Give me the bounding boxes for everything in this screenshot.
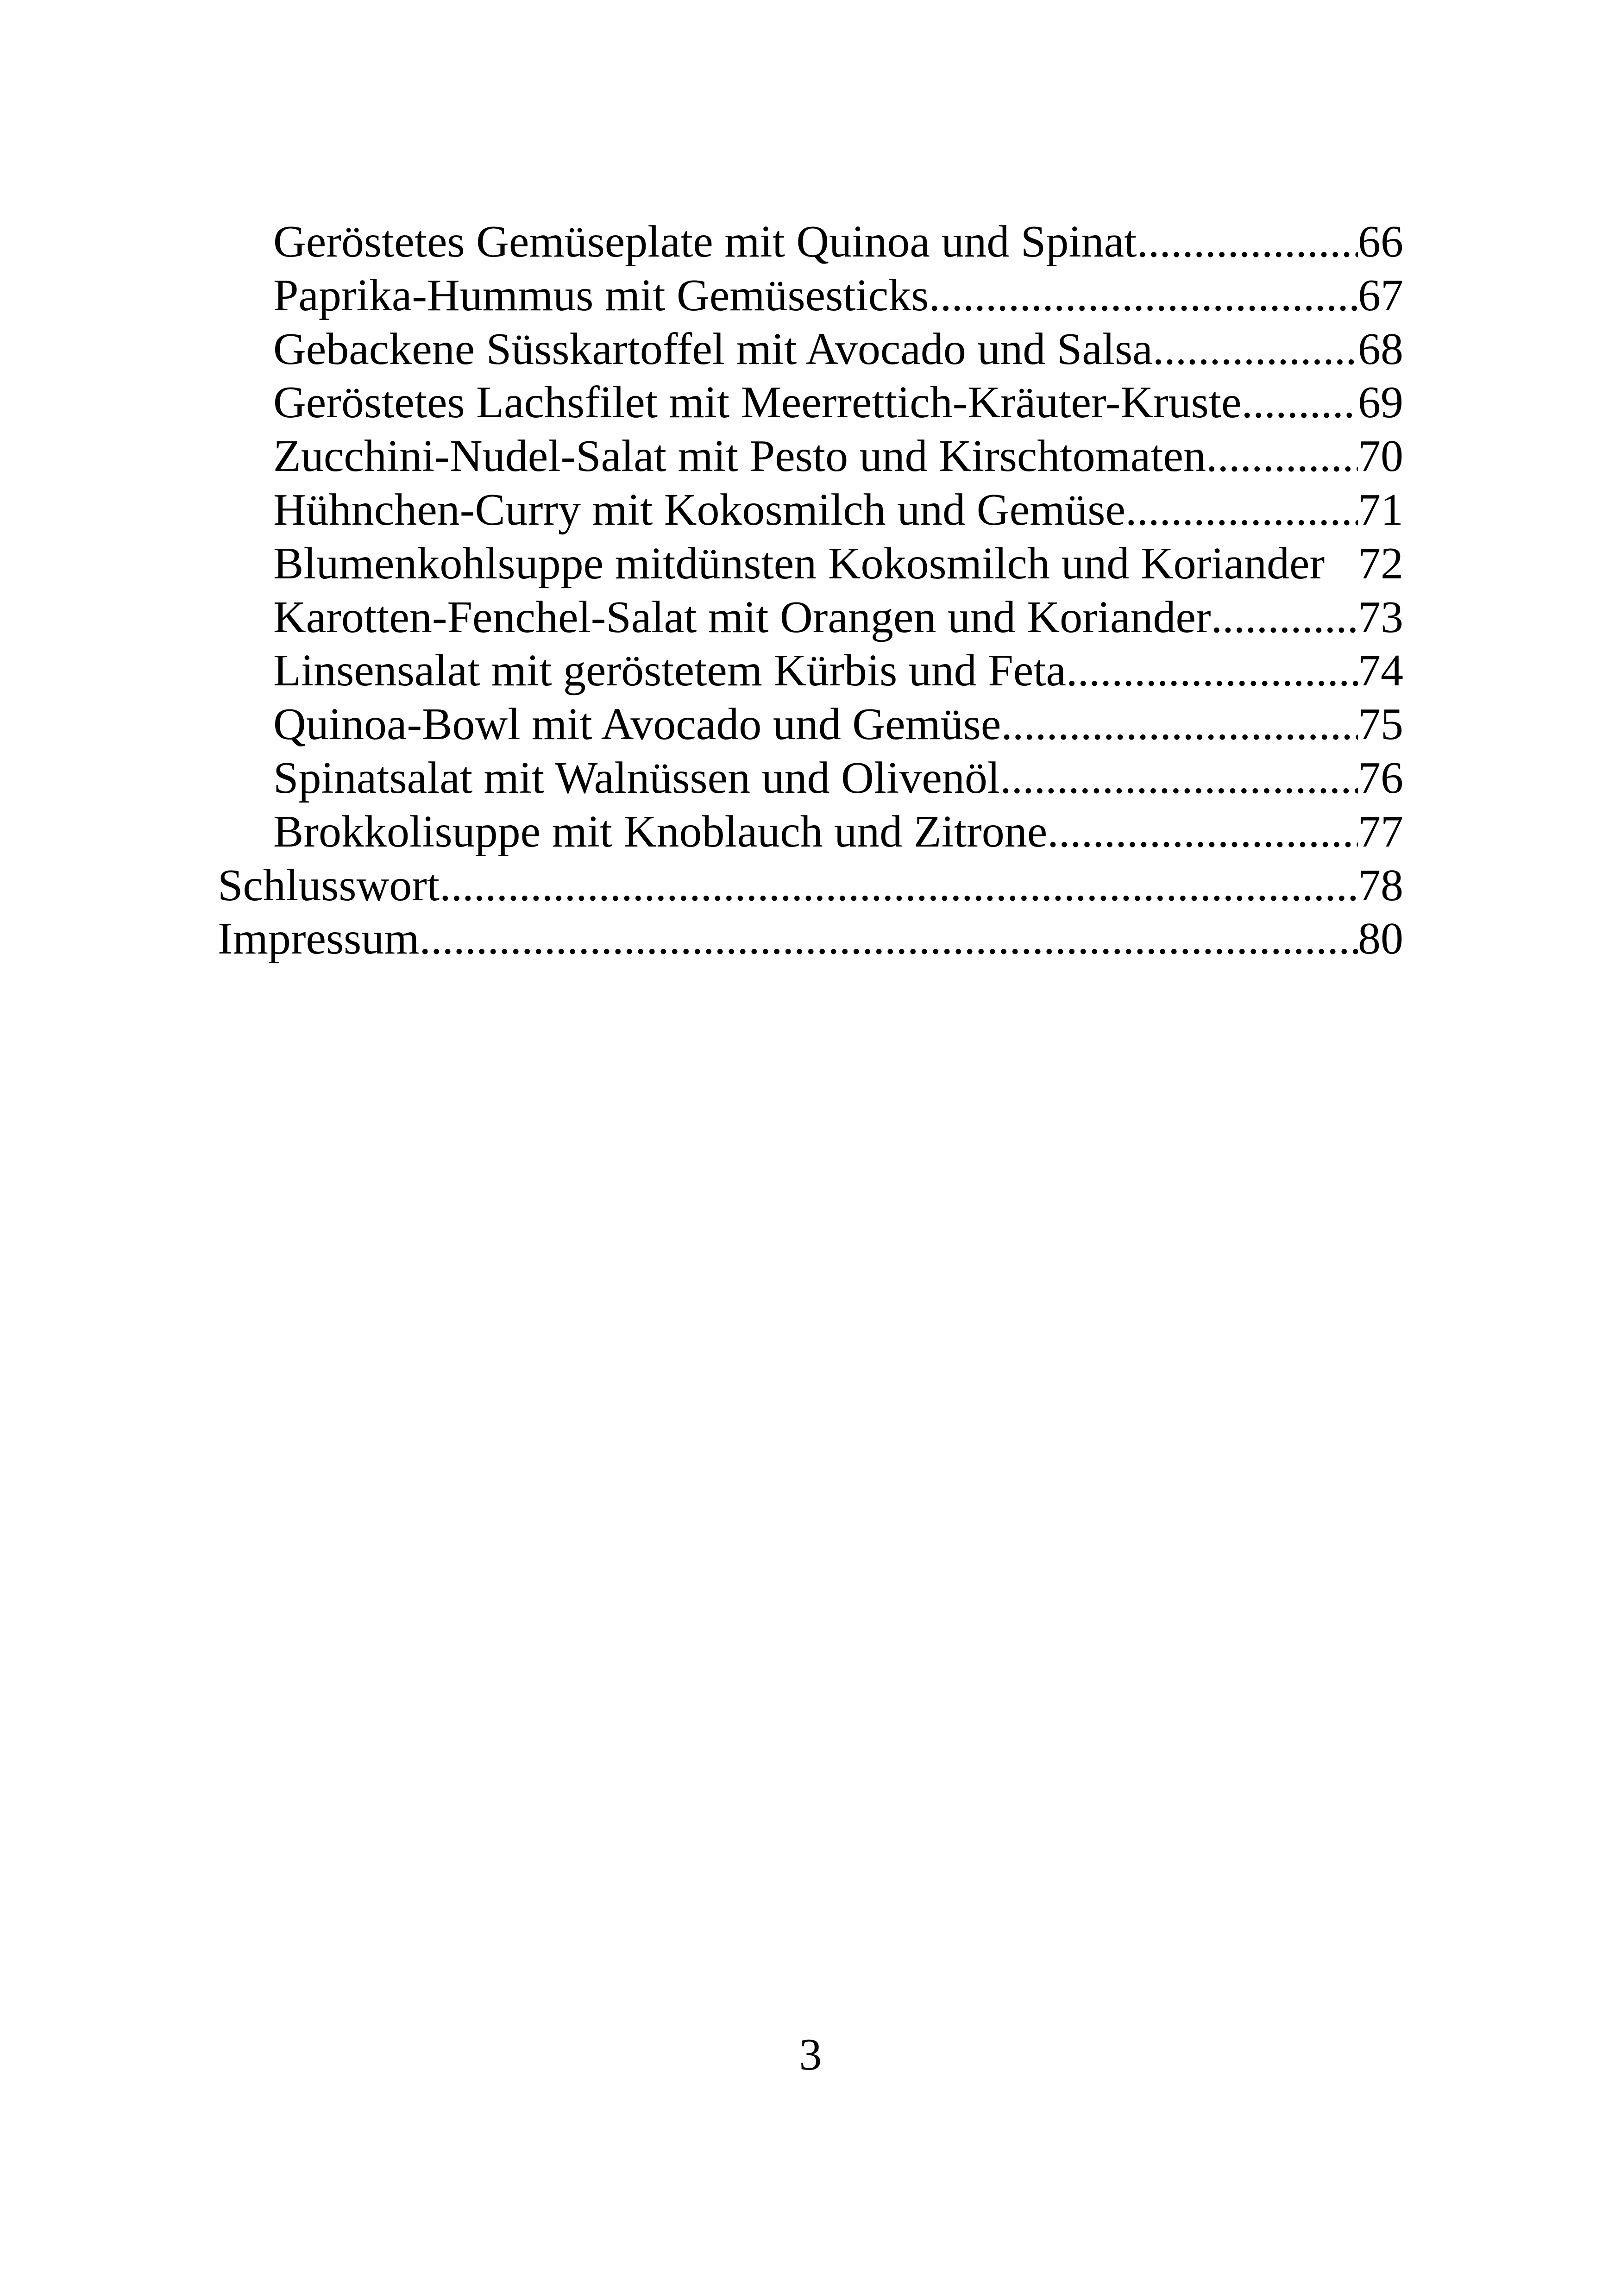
toc-dot-leader (440, 859, 1358, 913)
toc-entry-title: Zucchini-Nudel-Salat mit Pesto und Kirschtomaten (273, 431, 1206, 482)
toc-entry-page: 73 (1358, 592, 1403, 642)
toc-entry-page: 80 (1358, 914, 1403, 964)
toc-entry[interactable] (218, 591, 1403, 645)
toc-entry-title: Paprika-Hummus mit Gemüsesticks (273, 270, 929, 320)
toc-dot-leader (1211, 591, 1358, 645)
toc-entry-title: Quinoa-Bowl mit Avocado und Gemüse (273, 699, 1001, 750)
toc-entry-title: Geröstetes Gemüseplate mit Quinoa und Spinat (273, 217, 1137, 267)
toc-entry-page: 70 (1358, 431, 1403, 482)
toc-entry-page: 77 (1358, 806, 1403, 857)
toc-dot-leader (1047, 805, 1358, 859)
toc-entry[interactable] (218, 430, 1403, 483)
toc-entry[interactable] (218, 215, 1403, 269)
page-number: 3 (799, 2030, 822, 2080)
toc-dot-leader (1206, 430, 1358, 483)
toc-entry-title: Gebackene Süsskartoffel mit Avocado und Salsa (273, 324, 1153, 374)
toc-entry[interactable] (218, 323, 1403, 376)
toc-entry-title: Spinatsalat mit Walnüssen und Olivenöl (273, 753, 1000, 803)
toc-entry-title: Brokkolisuppe mit Knoblauch und Zitrone (273, 806, 1048, 857)
toc-entry-title: Linsensalat mit geröstetem Kürbis und Feta (273, 646, 1066, 696)
toc-dot-leader (420, 912, 1358, 966)
toc-entry[interactable] (218, 269, 1403, 323)
toc-entry[interactable] (218, 805, 1403, 859)
toc-entry[interactable] (218, 752, 1403, 805)
toc-entry-chapter[interactable] (218, 912, 1403, 966)
toc-dot-leader (1153, 323, 1358, 376)
toc-dot-leader (1137, 215, 1358, 269)
toc-dot-leader (1242, 376, 1358, 430)
toc-entry-title: Hühnchen-Curry mit Kokosmilch und Gemüse (273, 484, 1125, 535)
toc-dot-leader (1001, 698, 1358, 752)
toc-dot-leader (1125, 483, 1358, 537)
toc-entry-page: 68 (1358, 324, 1403, 374)
toc-entry-page: 78 (1358, 860, 1403, 910)
toc-entry[interactable] (218, 644, 1403, 698)
toc-entry[interactable] (218, 483, 1403, 537)
toc-dot-leader (1066, 644, 1358, 698)
toc-entry-page: 66 (1358, 217, 1403, 267)
toc-entry-page: 75 (1358, 699, 1403, 750)
toc-entry[interactable] (218, 376, 1403, 430)
toc-entry-title: Schlusswort (218, 860, 440, 910)
table-of-contents (218, 215, 1403, 966)
toc-entry-title: Impressum (218, 914, 420, 964)
toc-entry-title: Blumenkohlsuppe mitdünsten Kokosmilch und Koriander (273, 538, 1325, 589)
toc-entry[interactable] (218, 537, 1403, 591)
toc-entry[interactable] (218, 698, 1403, 752)
toc-dot-leader (929, 269, 1358, 323)
toc-entry-page: 72 (1358, 538, 1403, 589)
toc-entry-chapter[interactable] (218, 859, 1403, 913)
toc-dot-leader (1000, 752, 1358, 805)
toc-entry-page: 76 (1358, 753, 1403, 803)
toc-entry-page: 67 (1358, 270, 1403, 320)
toc-entry-title: Karotten-Fenchel-Salat mit Orangen und Koriander (273, 592, 1211, 642)
toc-entry-title: Geröstetes Lachsfilet mit Meerrettich-Kräuter-Kruste (273, 377, 1242, 428)
toc-entry-page: 69 (1358, 377, 1403, 428)
toc-entry-page: 74 (1358, 646, 1403, 696)
toc-entry-page: 71 (1358, 484, 1403, 535)
